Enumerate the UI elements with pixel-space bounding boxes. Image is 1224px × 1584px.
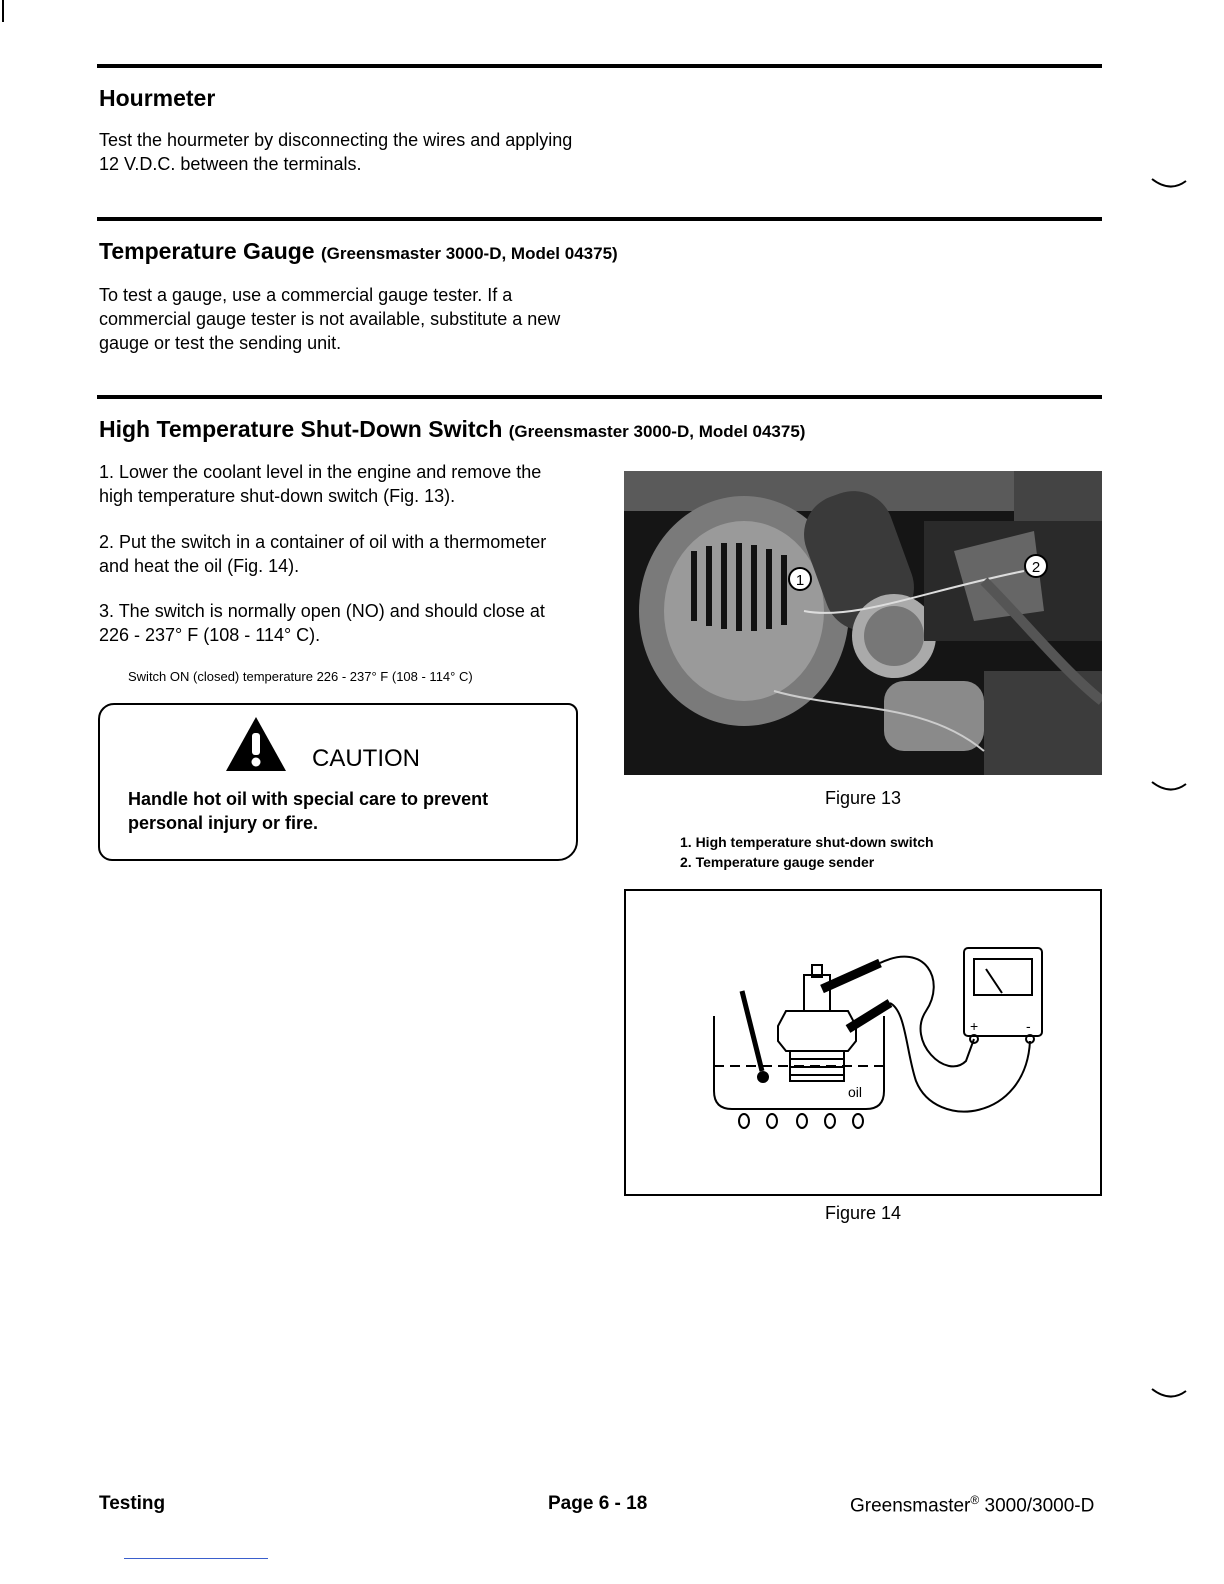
step-3: 3. The switch is normally open (NO) and should close at 226 - 237° F (108 - 114° C). <box>99 601 545 645</box>
hourmeter-heading: Hourmeter <box>99 85 216 111</box>
oil-label: oil <box>848 1084 863 1100</box>
footer-product: Greensmaster® 3000/3000-D <box>850 1493 1095 1517</box>
step-1: 1. Lower the coolant level in the engine and remove the high temperature shut-down switch (Fig. 13). <box>99 462 542 506</box>
callout-2: 2. Temperature gauge sender <box>680 854 875 870</box>
warning-triangle-icon <box>224 715 288 773</box>
footer-page-number: Page 6 - 18 <box>548 1493 648 1514</box>
figure-13-callouts <box>680 832 934 872</box>
figure-14-caption: Figure 14 <box>824 1203 902 1223</box>
section-rule <box>97 217 1102 221</box>
callout-1: 1. High temperature shut-down switch <box>680 834 934 850</box>
figure-13-marker-2: 2 <box>1031 559 1041 576</box>
edge-mark <box>2 0 4 22</box>
meter-minus-label: - <box>1026 1018 1031 1034</box>
temperature-gauge-subheading: (Greensmaster 3000-D, Model 04375) <box>320 244 618 263</box>
engine-photo <box>624 471 1102 775</box>
binding-mark <box>1150 1385 1190 1405</box>
caution-box <box>98 703 578 861</box>
figure-13-caption: Figure 13 <box>824 788 902 808</box>
section-rule <box>97 395 1102 399</box>
caution-text: Handle hot oil with special care to prevent personal injury or fire. <box>128 789 489 833</box>
binding-mark <box>1150 778 1190 798</box>
temperature-gauge-heading: Temperature Gauge (Greensmaster 3000-D, Model 04375) <box>99 238 618 264</box>
figure-13-marker-1: 1 <box>795 572 805 589</box>
switch-spec: Switch ON (closed) temperature 226 - 237° F (108 - 114° C) <box>128 669 473 684</box>
hourmeter-text: Test the hourmeter by disconnecting the wires and applying 12 V.D.C. between the terminals. <box>99 130 573 174</box>
footer-underline <box>124 1558 268 1559</box>
footer-section: Testing <box>99 1493 166 1514</box>
shutdown-switch-heading: High Temperature Shut-Down Switch (Greensmaster 3000-D, Model 04375) <box>99 416 806 442</box>
binding-mark <box>1150 175 1190 195</box>
figure-14-diagram <box>624 889 1102 1196</box>
meter-plus-label: + <box>970 1018 979 1034</box>
oil-test-diagram <box>626 891 1100 1194</box>
shutdown-switch-subheading: (Greensmaster 3000-D, Model 04375) <box>508 422 806 441</box>
caution-title: CAUTION <box>312 745 420 772</box>
section-rule <box>97 64 1102 68</box>
step-2: 2. Put the switch in a container of oil with a thermometer and heat the oil (Fig. 14). <box>99 532 547 576</box>
temperature-gauge-text: To test a gauge, use a commercial gauge tester. If a commercial gauge tester is not available, substitute a new gauge or test the sending unit. <box>99 285 561 353</box>
figure-13-photo <box>624 471 1102 775</box>
